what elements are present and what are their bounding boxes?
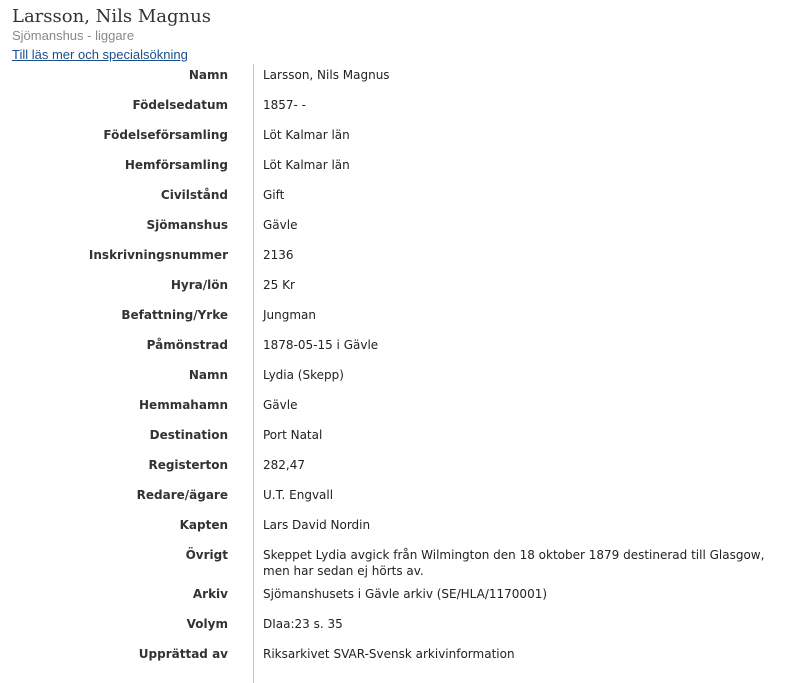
field-value: Sjömanshusets i Gävle arkiv (SE/HLA/1170001) bbox=[263, 587, 548, 601]
field-value: Riksarkivet SVAR-Svensk arkivinformation bbox=[263, 647, 515, 661]
field-label: Kapten bbox=[179, 518, 228, 532]
record-header bbox=[12, 6, 782, 63]
field-label: Volym bbox=[186, 617, 228, 631]
field-label: Arkiv bbox=[192, 587, 228, 601]
field-label: Namn bbox=[188, 368, 228, 382]
field-value: Skeppet Lydia avgick från Wilmington den 18 oktober 1879 destinerad till Glasgow, men har sedan ej hörts av. bbox=[263, 548, 765, 578]
read-more-link[interactable]: Till läs mer och specialsökning bbox=[12, 47, 188, 62]
field-value: 25 Kr bbox=[263, 278, 295, 292]
field-value: Gävle bbox=[263, 398, 298, 412]
field-label: Hemförsamling bbox=[124, 158, 228, 172]
field-label: Befattning/Yrke bbox=[121, 308, 228, 322]
field-value: Löt Kalmar län bbox=[263, 128, 350, 142]
record-type-subtitle: Sjömanshus - liggare bbox=[12, 28, 135, 43]
field-value: Löt Kalmar län bbox=[263, 158, 350, 172]
field-label: Hemmahamn bbox=[139, 398, 228, 412]
field-value: 1878-05-15 i Gävle bbox=[263, 338, 379, 352]
field-value: Larsson, Nils Magnus bbox=[263, 68, 390, 82]
field-label: Sjömanshus bbox=[146, 218, 228, 232]
field-value: U.T. Engvall bbox=[263, 488, 334, 502]
field-value: 282,47 bbox=[263, 458, 305, 472]
field-label: Civilstånd bbox=[160, 188, 228, 202]
field-value: Gift bbox=[263, 188, 285, 202]
field-value: Gävle bbox=[263, 218, 298, 232]
field-label: Födelseförsamling bbox=[103, 128, 228, 142]
field-value: DIaa:23 s. 35 bbox=[263, 617, 343, 631]
field-value: Lydia (Skepp) bbox=[263, 368, 344, 382]
field-label: Upprättad av bbox=[138, 647, 228, 661]
field-label: Namn bbox=[188, 68, 228, 82]
field-value: 1857- - bbox=[263, 98, 307, 112]
field-label: Hyra/lön bbox=[170, 278, 228, 292]
page-title: Larsson, Nils Magnus bbox=[12, 6, 211, 27]
field-label: Födelsedatum bbox=[132, 98, 228, 112]
field-label: Inskrivningsnummer bbox=[88, 248, 228, 262]
field-label: Redare/ägare bbox=[136, 488, 228, 502]
field-value: Jungman bbox=[263, 308, 317, 322]
field-value: Port Natal bbox=[263, 428, 323, 442]
field-label: Registerton bbox=[148, 458, 228, 472]
field-value: Lars David Nordin bbox=[263, 518, 371, 532]
field-label: Destination bbox=[149, 428, 228, 442]
field-value: 2136 bbox=[263, 248, 294, 262]
column-divider bbox=[253, 64, 254, 683]
field-label: Påmönstrad bbox=[146, 338, 228, 352]
field-label: Övrigt bbox=[185, 548, 228, 562]
